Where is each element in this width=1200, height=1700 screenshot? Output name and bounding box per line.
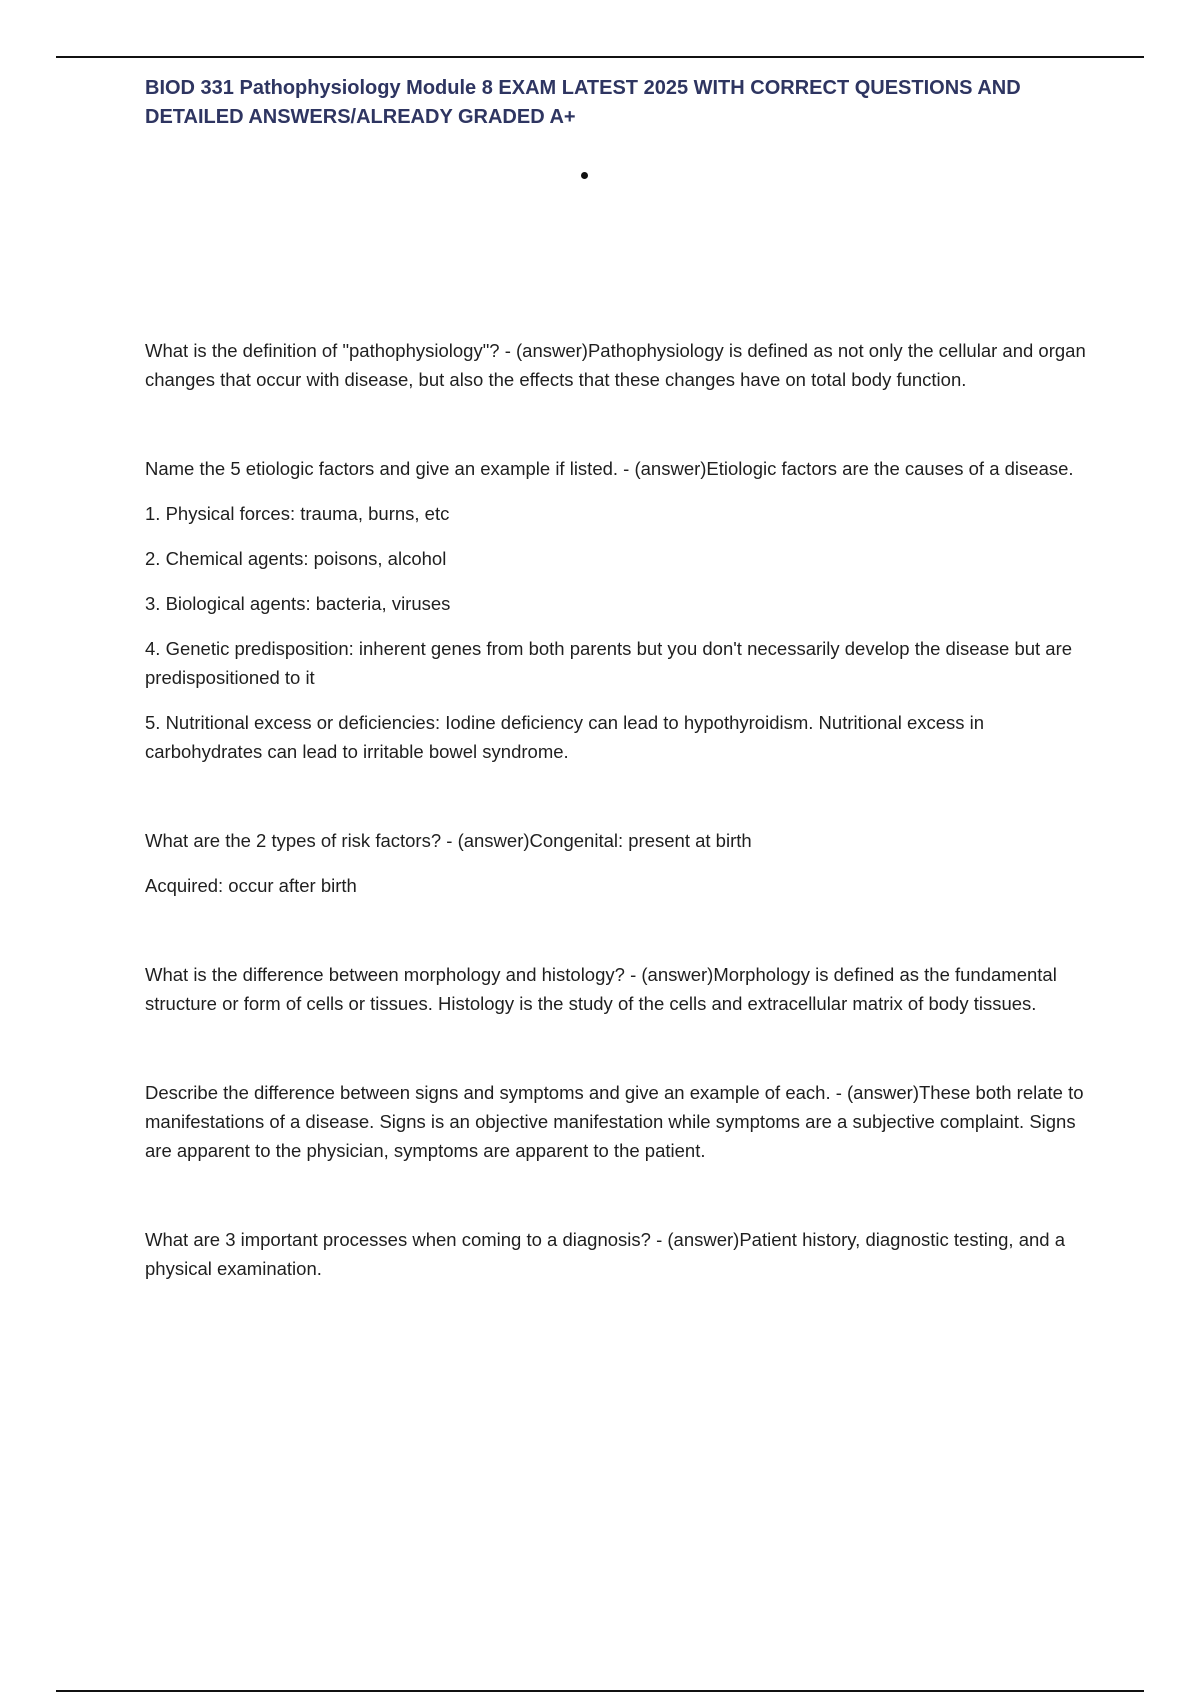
qa-block-diagnosis	[145, 1225, 1090, 1283]
qa-paragraph: Acquired: occur after birth	[145, 875, 357, 896]
qa-paragraph: What is the difference between morphology and histology? - (answer)Morphology is defined as the fundamental structure or form of cells or tissues. Histology is the study of the cells and extracellular matrix of body tissues.	[145, 964, 1057, 1014]
qa-paragraph: What are 3 important processes when coming to a diagnosis? - (answer)Patient history, diagnostic testing, and a physical examination.	[145, 1229, 1065, 1279]
list-item: 4. Genetic predisposition: inherent genes from both parents but you don't necessarily develop the disease but are predispositioned to it	[145, 638, 1073, 688]
qa-block-definition	[145, 336, 1090, 394]
bottom-rule	[56, 1690, 1144, 1692]
list-item: 2. Chemical agents: poisons, alcohol	[145, 548, 447, 569]
document-title: BIOD 331 Pathophysiology Module 8 EXAM LATEST 2025 WITH CORRECT QUESTIONS AND DETAILED ANSWERS/ALREADY GRADED A+	[145, 77, 1021, 128]
qa-block-etiologic-factors	[145, 454, 1090, 766]
top-rule	[56, 56, 1144, 58]
bullet-point	[581, 172, 588, 179]
list-item: 5. Nutritional excess or deficiencies: Iodine deficiency can lead to hypothyroidism. Nutritional excess in carbohydrates can lead to irritable bowel syndrome.	[145, 712, 985, 762]
qa-paragraph: What is the definition of "pathophysiology"? - (answer)Pathophysiology is defined as not only the cellular and organ changes that occur with disease, but also the effects that these changes have on total body function.	[145, 340, 1086, 390]
qa-paragraph: Name the 5 etiologic factors and give an example if listed. - (answer)Etiologic factors are the causes of a disease.	[145, 458, 1074, 479]
list-item: 1. Physical forces: trauma, burns, etc	[145, 503, 450, 524]
qa-block-signs-symptoms	[145, 1078, 1090, 1165]
qa-paragraph: Describe the difference between signs and symptoms and give an example of each. - (answer)These both relate to manifestations of a disease. Signs is an objective manifestation while symptoms are a subjective complaint. Signs are apparent to the physician, symptoms are apparent to the patient.	[145, 1082, 1084, 1161]
qa-block-risk-factors	[145, 826, 1090, 900]
list-item: 3. Biological agents: bacteria, viruses	[145, 593, 451, 614]
qa-content	[145, 336, 1090, 1343]
qa-paragraph: What are the 2 types of risk factors? - (answer)Congenital: present at birth	[145, 830, 752, 851]
qa-block-morphology-histology	[145, 960, 1090, 1018]
